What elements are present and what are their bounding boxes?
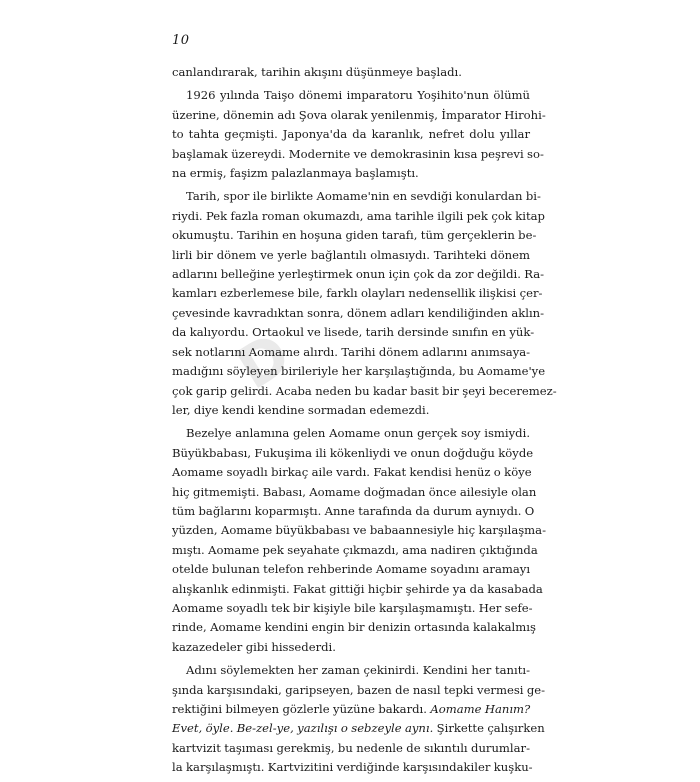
paragraph-1	[172, 63, 530, 82]
italic-segment: Aomame Hanım?	[430, 702, 531, 716]
text-line: tüm bağlarını koparmıştı. Anne tarafında da durum aynıydı. O	[172, 503, 535, 518]
paragraph-5	[172, 661, 546, 777]
text-line: ler, diye kendi kendine sormadan edemezdi.	[172, 402, 430, 417]
text-line: la karşılaşmıştı. Kartvizitini verdiğinde karşısındakiler kuşku-	[172, 760, 533, 775]
text-line: riydi. Pek fazla roman okumazdı, ama tarihle ilgili pek çok kitap	[172, 208, 545, 223]
text-line: adlarını belleğine yerleştirmek onun için çok da zor değildi. Ra-	[172, 267, 545, 282]
paragraph-4	[172, 424, 547, 657]
text-line: otelde bulunan telefon rehberinde Aomame soyadını aramayı	[172, 562, 531, 577]
text-line: okumuştu. Tarihin en hoşuna giden tarafı, tüm gerçeklerin be-	[172, 228, 537, 243]
book-text	[172, 63, 557, 782]
paragraph-2	[172, 86, 546, 183]
page-number: 10	[172, 33, 190, 48]
text-line: kartvizit taşıması gerekmiş, bu nedenle de sıkıntılı durumlar-	[172, 740, 530, 755]
text-line: yüzden, Aomame büyükbabası ve babaannesiyle hiç karşılaşma-	[172, 523, 547, 538]
text-line: madığını söyleyen birileriyle her karşılaştığında, bu Aomame'ye	[172, 364, 546, 379]
text-line: sek notlarını Aomame alırdı. Tarihi dönem adlarını anımsaya-	[172, 344, 531, 359]
text-line: çok garip gelirdi. Acaba neden bu kadar basit bir şeyi beceremez-	[172, 383, 557, 398]
text-line: Aomame soyadlı birkaç aile vardı. Fakat kendisi henüz o köye	[172, 465, 532, 480]
text-line: kazazedeler gibi hissederdi.	[172, 639, 336, 654]
text-line: kamları ezberlemese bile, farklı olayları nedensellik ilişkisi çer-	[172, 286, 543, 301]
text-line: to tahta geçmişti. Japonya'da da karanlık, nefret dolu yıllar	[172, 127, 530, 142]
text-line: Aomame soyadlı tek bir kişiyle bile karşılaşmamıştı. Her sefe-	[172, 600, 533, 615]
text-segment: rektiğini bilmeyen gözlerle yüzüne bakardı.	[172, 702, 427, 716]
text-line: Tarih, spor ile birlikte Aomame'nin en sevdiği konulardan bi-	[186, 189, 541, 204]
italic-segment: Evet, öyle. Be-zel-ye, yazılışı o sebzeyle aynı.	[172, 721, 434, 736]
text-line: başlamak üzereydi. Modernite ve demokrasinin kısa peşrevi so-	[172, 146, 544, 161]
text-line: hiç gitmemişti. Babası, Aomame doğmadan önce ailesiyle olan	[172, 484, 537, 499]
text-line: lirli bir dönem ve yerle bağlantılı olmasıydı. Tarihteki dönem	[172, 247, 530, 262]
text-segment: Şirkette çalışırken	[436, 721, 545, 736]
text-line: da kalıyordu. Ortaokul ve lisede, tarih dersinde sınıfın en yük-	[172, 325, 535, 340]
text-line: şında karşısındaki, garipseyen, bazen de nasıl tepki vermesi ge-	[172, 682, 546, 697]
text-line	[172, 700, 530, 719]
text-line: Büyükbabası, Fukuşima ili kökenliydi ve onun doğduğu köyde	[172, 445, 534, 460]
text-line: çevesinde kavradıktan sonra, dönem adları kendiliğinden aklın-	[172, 305, 545, 320]
text-line: üzerine, dönemin adı Şova olarak yenilenmiş, İmparator Hirohi-	[172, 107, 546, 122]
text-line: 1926 yılında Taişo dönemi imparatoru Yoşihito'nun ölümü	[186, 88, 530, 103]
text-line: canlandırarak, tarihin akışını düşünmeye başladı.	[172, 65, 462, 79]
text-line: alışkanlık edinmişti. Fakat gittiği hiçbir şehirde ya da kasabada	[172, 581, 543, 596]
text-line: Bezelye anlamına gelen Aomame onun gerçek soy ismiydi.	[186, 426, 530, 441]
text-line: rinde, Aomame kendini engin bir denizin ortasında kalakalmış	[172, 620, 536, 635]
text-line: mıştı. Aomame pek seyahate çıkmazdı, ama nadiren çıktığında	[172, 542, 538, 557]
paragraph-3	[172, 187, 557, 420]
text-line: Adını söylemekten her zaman çekinirdi. Kendini her tanıtı-	[186, 663, 530, 678]
text-line	[172, 719, 545, 738]
text-line: na ermiş, faşizm palazlanmaya başlamıştı.	[172, 166, 419, 181]
watermark: D	[225, 319, 302, 403]
